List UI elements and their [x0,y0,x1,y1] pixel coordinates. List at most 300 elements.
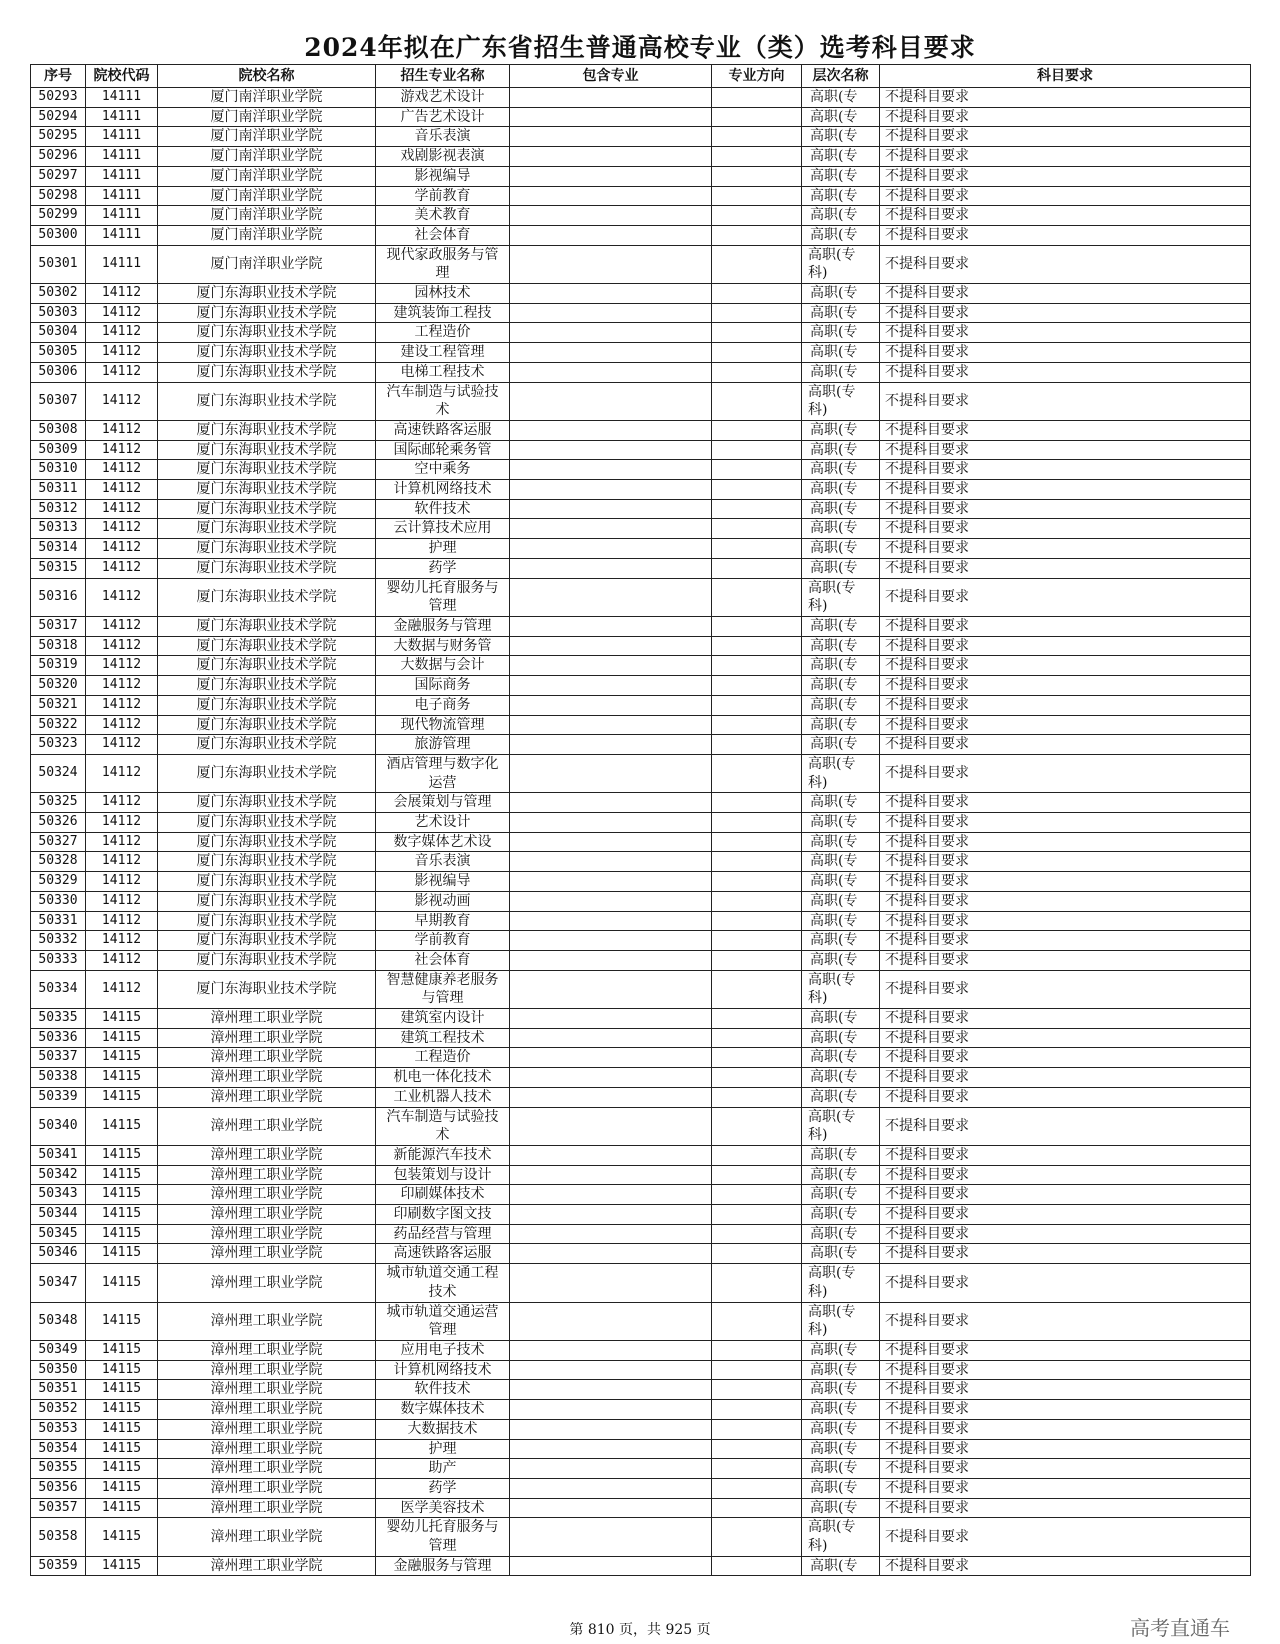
level-cell: 高职(专 [802,1244,880,1264]
school-name-cell: 厦门南洋职业学院 [158,186,376,206]
level-cell: 高职(专 [802,1068,880,1088]
level-cell: 高职(专 [802,891,880,911]
row-id-cell: 50328 [31,852,86,872]
major-name-cell: 护理 [376,539,510,559]
header-id: 序号 [31,65,86,88]
row-id-cell: 50316 [31,578,86,616]
major-direction-cell [712,420,802,440]
level-cell: 高职(专 [802,911,880,931]
school-code-cell: 14112 [86,852,158,872]
school-name-cell: 漳州理工职业学院 [158,1009,376,1029]
subject-requirement-cell: 不提科目要求 [880,499,1251,519]
school-code-cell: 14111 [86,147,158,167]
school-code-cell: 14111 [86,225,158,245]
subject-requirement-cell: 不提科目要求 [880,872,1251,892]
major-name-cell: 艺术设计 [376,813,510,833]
major-name-cell: 社会体育 [376,225,510,245]
subject-requirement-cell: 不提科目要求 [880,891,1251,911]
subject-requirement-cell: 不提科目要求 [880,1048,1251,1068]
major-name-cell: 药学 [376,1478,510,1498]
row-id-cell: 50315 [31,558,86,578]
major-direction-cell [712,1341,802,1361]
included-majors-cell [510,793,712,813]
school-code-cell: 14112 [86,832,158,852]
table-row [31,616,1251,636]
level-cell: 高职(专 [802,558,880,578]
level-cell: 高职(专 [802,695,880,715]
major-name-cell: 会展策划与管理 [376,793,510,813]
major-direction-cell [712,186,802,206]
school-name-cell: 厦门南洋职业学院 [158,107,376,127]
included-majors-cell [510,1498,712,1518]
table-row [31,832,1251,852]
level-cell: 高职(专 [802,1341,880,1361]
table-row [31,127,1251,147]
table-row [31,1145,1251,1165]
table-row [31,1224,1251,1244]
included-majors-cell [510,1478,712,1498]
included-majors-cell [510,460,712,480]
major-direction-cell [712,166,802,186]
major-name-cell: 游戏艺术设计 [376,88,510,108]
major-name-cell: 美术教育 [376,206,510,226]
major-direction-cell [712,323,802,343]
subject-requirement-cell: 不提科目要求 [880,460,1251,480]
major-direction-cell [712,1107,802,1145]
row-id-cell: 50323 [31,735,86,755]
header-level: 层次名称 [802,65,880,88]
row-id-cell: 50319 [31,656,86,676]
subject-requirement-cell: 不提科目要求 [880,1518,1251,1556]
included-majors-cell [510,127,712,147]
school-name-cell: 厦门东海职业技术学院 [158,519,376,539]
row-id-cell: 50333 [31,950,86,970]
major-direction-cell [712,1165,802,1185]
major-direction-cell [712,695,802,715]
major-name-cell: 金融服务与管理 [376,616,510,636]
major-name-cell: 城市轨道交通工程技术 [376,1264,510,1302]
subject-requirement-cell: 不提科目要求 [880,754,1251,792]
school-name-cell: 漳州理工职业学院 [158,1224,376,1244]
included-majors-cell [510,186,712,206]
included-majors-cell [510,303,712,323]
included-majors-cell [510,970,712,1008]
row-id-cell: 50349 [31,1341,86,1361]
major-name-cell: 医学美容技术 [376,1498,510,1518]
major-name-cell: 汽车制造与试验技术 [376,1107,510,1145]
school-code-cell: 14112 [86,656,158,676]
school-name-cell: 厦门东海职业技术学院 [158,440,376,460]
subject-requirement-cell: 不提科目要求 [880,558,1251,578]
table-row [31,1341,1251,1361]
school-code-cell: 14111 [86,107,158,127]
subject-requirement-cell: 不提科目要求 [880,245,1251,283]
school-code-cell: 14112 [86,460,158,480]
included-majors-cell [510,754,712,792]
subject-requirement-cell: 不提科目要求 [880,578,1251,616]
level-cell: 高职(专 [802,127,880,147]
major-direction-cell [712,225,802,245]
level-cell: 高职(专 [802,1224,880,1244]
major-name-cell: 建筑工程技术 [376,1028,510,1048]
major-name-cell: 城市轨道交通运营管理 [376,1302,510,1340]
major-direction-cell [712,107,802,127]
included-majors-cell [510,676,712,696]
major-name-cell: 机电一体化技术 [376,1068,510,1088]
row-id-cell: 50329 [31,872,86,892]
major-direction-cell [712,539,802,559]
school-name-cell: 厦门东海职业技术学院 [158,303,376,323]
major-name-cell: 酒店管理与数字化运营 [376,754,510,792]
row-id-cell: 50307 [31,382,86,420]
level-cell: 高职(专 [802,832,880,852]
subject-requirement-cell: 不提科目要求 [880,166,1251,186]
level-cell: 高职(专科) [802,754,880,792]
school-name-cell: 厦门东海职业技术学院 [158,754,376,792]
subject-requirement-cell: 不提科目要求 [880,1009,1251,1029]
school-name-cell: 漳州理工职业学院 [158,1341,376,1361]
included-majors-cell [510,1419,712,1439]
major-name-cell: 药学 [376,558,510,578]
major-name-cell: 新能源汽车技术 [376,1145,510,1165]
subject-requirement-cell: 不提科目要求 [880,1360,1251,1380]
table-row [31,793,1251,813]
major-name-cell: 电梯工程技术 [376,362,510,382]
school-code-cell: 14115 [86,1518,158,1556]
table-row [31,1400,1251,1420]
included-majors-cell [510,499,712,519]
major-direction-cell [712,1068,802,1088]
major-direction-cell [712,931,802,951]
school-code-cell: 14112 [86,519,158,539]
major-name-cell: 高速铁路客运服 [376,420,510,440]
included-majors-cell [510,1264,712,1302]
subject-requirement-cell: 不提科目要求 [880,107,1251,127]
subject-requirement-cell: 不提科目要求 [880,695,1251,715]
table-row [31,813,1251,833]
level-cell: 高职(专 [802,1205,880,1225]
subject-requirement-cell: 不提科目要求 [880,832,1251,852]
level-cell: 高职(专 [802,1419,880,1439]
major-direction-cell [712,1028,802,1048]
included-majors-cell [510,1360,712,1380]
major-direction-cell [712,499,802,519]
major-name-cell: 印刷数字图文技 [376,1205,510,1225]
major-name-cell: 学前教育 [376,186,510,206]
included-majors-cell [510,480,712,500]
included-majors-cell [510,813,712,833]
school-code-cell: 14112 [86,950,158,970]
table-row [31,636,1251,656]
school-code-cell: 14111 [86,88,158,108]
table-row [31,362,1251,382]
table-row [31,88,1251,108]
included-majors-cell [510,872,712,892]
major-direction-cell [712,676,802,696]
school-name-cell: 漳州理工职业学院 [158,1185,376,1205]
subject-requirement-cell: 不提科目要求 [880,1107,1251,1145]
major-name-cell: 电子商务 [376,695,510,715]
school-code-cell: 14111 [86,127,158,147]
major-direction-cell [712,852,802,872]
row-id-cell: 50354 [31,1439,86,1459]
page-title: 2024年拟在广东省招生普通高校专业（类）选考科目要求 [304,33,976,62]
school-code-cell: 14112 [86,362,158,382]
school-name-cell: 漳州理工职业学院 [158,1068,376,1088]
major-direction-cell [712,519,802,539]
subject-requirement-cell: 不提科目要求 [880,676,1251,696]
included-majors-cell [510,284,712,304]
row-id-cell: 50309 [31,440,86,460]
school-code-cell: 14115 [86,1145,158,1165]
subject-requirement-cell: 不提科目要求 [880,1380,1251,1400]
major-direction-cell [712,872,802,892]
school-name-cell: 漳州理工职业学院 [158,1028,376,1048]
school-code-cell: 14115 [86,1498,158,1518]
level-cell: 高职(专 [802,852,880,872]
row-id-cell: 50297 [31,166,86,186]
header-major-direction: 专业方向 [712,65,802,88]
level-cell: 高职(专 [802,323,880,343]
school-code-cell: 14111 [86,186,158,206]
major-name-cell: 大数据与会计 [376,656,510,676]
row-id-cell: 50314 [31,539,86,559]
level-cell: 高职(专 [802,343,880,363]
major-direction-cell [712,147,802,167]
table-row [31,950,1251,970]
school-code-cell: 14112 [86,636,158,656]
school-code-cell: 14115 [86,1264,158,1302]
row-id-cell: 50301 [31,245,86,283]
row-id-cell: 50326 [31,813,86,833]
row-id-cell: 50347 [31,1264,86,1302]
level-cell: 高职(专 [802,656,880,676]
school-name-cell: 厦门东海职业技术学院 [158,715,376,735]
table-row [31,539,1251,559]
table-body [31,88,1251,1576]
included-majors-cell [510,1087,712,1107]
row-id-cell: 50351 [31,1380,86,1400]
included-majors-cell [510,636,712,656]
major-name-cell: 音乐表演 [376,852,510,872]
table-row [31,225,1251,245]
level-cell: 高职(专科) [802,382,880,420]
subject-requirement-cell: 不提科目要求 [880,1087,1251,1107]
school-code-cell: 14112 [86,578,158,616]
level-cell: 高职(专科) [802,1107,880,1145]
table-row [31,970,1251,1008]
school-code-cell: 14111 [86,245,158,283]
level-cell: 高职(专 [802,715,880,735]
subject-requirement-cell: 不提科目要求 [880,147,1251,167]
level-cell: 高职(专 [802,1048,880,1068]
school-code-cell: 14112 [86,558,158,578]
school-name-cell: 厦门东海职业技术学院 [158,480,376,500]
level-cell: 高职(专科) [802,1302,880,1340]
subject-requirement-cell: 不提科目要求 [880,480,1251,500]
included-majors-cell [510,440,712,460]
school-name-cell: 厦门南洋职业学院 [158,245,376,283]
table-row [31,1380,1251,1400]
included-majors-cell [510,852,712,872]
table-row [31,1302,1251,1340]
school-name-cell: 厦门东海职业技术学院 [158,343,376,363]
table-row [31,107,1251,127]
major-direction-cell [712,127,802,147]
table-row [31,1478,1251,1498]
major-name-cell: 应用电子技术 [376,1341,510,1361]
subject-requirement-cell: 不提科目要求 [880,1244,1251,1264]
subject-requirement-cell: 不提科目要求 [880,931,1251,951]
table-row [31,872,1251,892]
row-id-cell: 50332 [31,931,86,951]
level-cell: 高职(专 [802,362,880,382]
major-name-cell: 工程造价 [376,1048,510,1068]
row-id-cell: 50330 [31,891,86,911]
subject-requirement-cell: 不提科目要求 [880,127,1251,147]
row-id-cell: 50312 [31,499,86,519]
school-name-cell: 漳州理工职业学院 [158,1478,376,1498]
school-name-cell: 厦门东海职业技术学院 [158,891,376,911]
row-id-cell: 50321 [31,695,86,715]
row-id-cell: 50311 [31,480,86,500]
subject-requirement-cell: 不提科目要求 [880,382,1251,420]
row-id-cell: 50338 [31,1068,86,1088]
row-id-cell: 50305 [31,343,86,363]
row-id-cell: 50295 [31,127,86,147]
table-row [31,323,1251,343]
row-id-cell: 50320 [31,676,86,696]
included-majors-cell [510,558,712,578]
subject-requirement-cell: 不提科目要求 [880,1068,1251,1088]
level-cell: 高职(专科) [802,245,880,283]
school-name-cell: 厦门南洋职业学院 [158,166,376,186]
row-id-cell: 50331 [31,911,86,931]
table-row [31,1048,1251,1068]
level-cell: 高职(专 [802,1360,880,1380]
level-cell: 高职(专 [802,1028,880,1048]
level-cell: 高职(专 [802,1459,880,1479]
school-name-cell: 厦门东海职业技术学院 [158,695,376,715]
level-cell: 高职(专 [802,1087,880,1107]
table-row [31,1185,1251,1205]
school-name-cell: 漳州理工职业学院 [158,1498,376,1518]
included-majors-cell [510,1107,712,1145]
subject-requirement-cell: 不提科目要求 [880,735,1251,755]
school-code-cell: 14115 [86,1068,158,1088]
school-name-cell: 漳州理工职业学院 [158,1518,376,1556]
subject-requirement-cell: 不提科目要求 [880,225,1251,245]
level-cell: 高职(专 [802,676,880,696]
included-majors-cell [510,1145,712,1165]
included-majors-cell [510,107,712,127]
major-direction-cell [712,1459,802,1479]
included-majors-cell [510,656,712,676]
school-code-cell: 14112 [86,931,158,951]
school-code-cell: 14115 [86,1341,158,1361]
row-id-cell: 50310 [31,460,86,480]
included-majors-cell [510,735,712,755]
school-name-cell: 漳州理工职业学院 [158,1400,376,1420]
school-name-cell: 漳州理工职业学院 [158,1264,376,1302]
row-id-cell: 50359 [31,1556,86,1576]
row-id-cell: 50296 [31,147,86,167]
major-name-cell: 广告艺术设计 [376,107,510,127]
row-id-cell: 50346 [31,1244,86,1264]
row-id-cell: 50294 [31,107,86,127]
table-row [31,499,1251,519]
row-id-cell: 50324 [31,754,86,792]
row-id-cell: 50352 [31,1400,86,1420]
subject-requirement-cell: 不提科目要求 [880,88,1251,108]
subject-requirement-cell: 不提科目要求 [880,323,1251,343]
table-row [31,460,1251,480]
subject-requirement-cell: 不提科目要求 [880,715,1251,735]
school-name-cell: 厦门东海职业技术学院 [158,539,376,559]
row-id-cell: 50318 [31,636,86,656]
major-direction-cell [712,1498,802,1518]
level-cell: 高职(专 [802,931,880,951]
school-code-cell: 14112 [86,303,158,323]
level-cell: 高职(专 [802,460,880,480]
table-row [31,303,1251,323]
included-majors-cell [510,147,712,167]
row-id-cell: 50293 [31,88,86,108]
school-code-cell: 14112 [86,891,158,911]
included-majors-cell [510,1341,712,1361]
major-direction-cell [712,1009,802,1029]
level-cell: 高职(专科) [802,970,880,1008]
table-row [31,695,1251,715]
school-code-cell: 14112 [86,735,158,755]
major-name-cell: 汽车制造与试验技术 [376,382,510,420]
table-row [31,343,1251,363]
subject-requirement-cell: 不提科目要求 [880,284,1251,304]
table-row [31,1205,1251,1225]
level-cell: 高职(专 [802,206,880,226]
subject-requirement-cell: 不提科目要求 [880,539,1251,559]
level-cell: 高职(专 [802,1478,880,1498]
included-majors-cell [510,578,712,616]
subject-requirement-cell: 不提科目要求 [880,1419,1251,1439]
row-id-cell: 50344 [31,1205,86,1225]
level-cell: 高职(专 [802,440,880,460]
level-cell: 高职(专 [802,1185,880,1205]
major-direction-cell [712,1048,802,1068]
major-name-cell: 云计算技术应用 [376,519,510,539]
row-id-cell: 50327 [31,832,86,852]
row-id-cell: 50343 [31,1185,86,1205]
page-footer: 第 810 页，共 925 页 [569,1622,711,1638]
subject-requirement-cell: 不提科目要求 [880,813,1251,833]
major-direction-cell [712,1205,802,1225]
included-majors-cell [510,1028,712,1048]
major-name-cell: 国际商务 [376,676,510,696]
table-row [31,382,1251,420]
school-name-cell: 漳州理工职业学院 [158,1145,376,1165]
major-name-cell: 婴幼儿托育服务与管理 [376,578,510,616]
subject-requirement-cell: 不提科目要求 [880,420,1251,440]
school-code-cell: 14115 [86,1048,158,1068]
school-name-cell: 厦门南洋职业学院 [158,225,376,245]
row-id-cell: 50334 [31,970,86,1008]
table-row [31,186,1251,206]
major-name-cell: 软件技术 [376,499,510,519]
table-row [31,1439,1251,1459]
included-majors-cell [510,832,712,852]
subject-requirement-cell: 不提科目要求 [880,656,1251,676]
subject-requirement-cell: 不提科目要求 [880,1478,1251,1498]
